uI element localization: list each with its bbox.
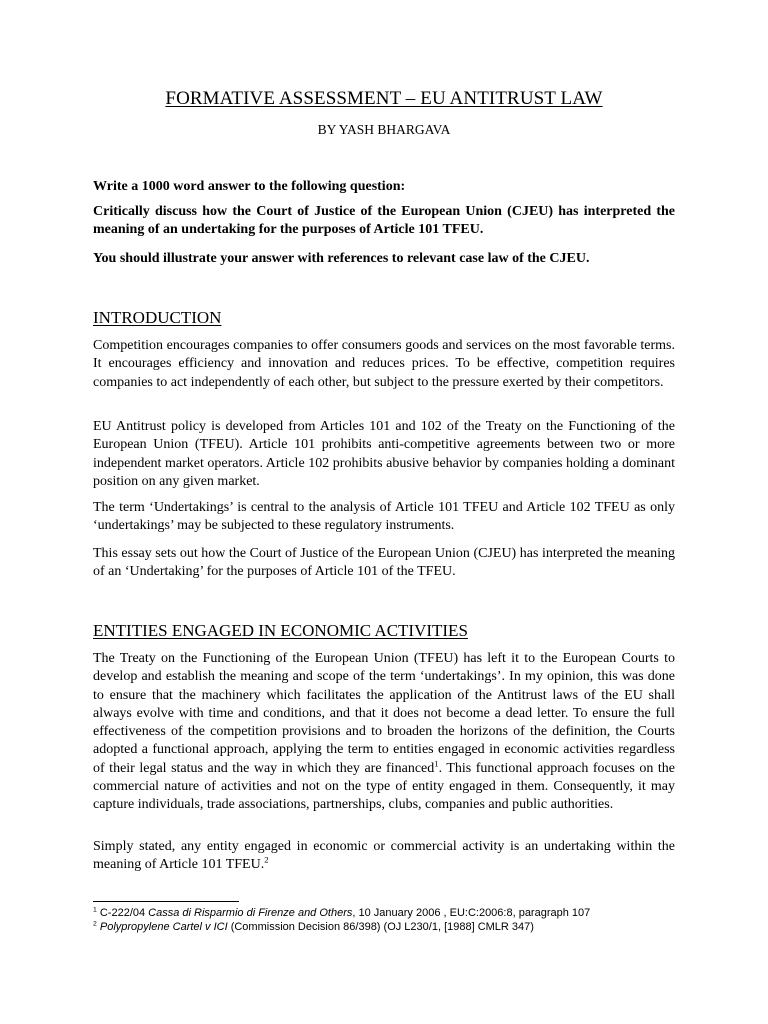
author-byline: BY YASH BHARGAVA <box>317 122 451 137</box>
footnote-2-citation: (Commission Decision 86/398) (OJ L230/1, [1988] CMLR 347) <box>227 921 534 933</box>
entities-paragraph-1-text-a: The Treaty on the Functioning of the European Union (TFEU) has left it to the European Courts to develop and establish the meaning and scope of the term ‘undertakings’. In my opinion, this was done to ensure that the machinery which facilitates the application of the Antitrust laws of the EU shall always evolve with time and conditions, and that it does not become a dead letter. To ensure the full effectiveness of the competition provisions and to broaden the horizons of the definition, the Courts adopted a functional approach, applying the term to entities engaged in economic activities regardless of their legal status and the way in which they are financed <box>93 651 675 776</box>
question-prompt: Critically discuss how the Court of Justice of the European Union (CJEU) has interpreted the meaning of an undertaking for the purposes of Article 101 TFEU. <box>93 204 675 238</box>
footnote-2 <box>93 920 693 934</box>
intro-paragraph-1: Competition encourages companies to offer consumers goods and services on the most favorable terms. It encourages efficiency and innovation and reduces prices. To be effective, competition requires companies to act independently of each other, but subject to the pressure exerted by their competitors. <box>93 338 675 390</box>
intro-paragraph-3: The term ‘Undertakings’ is central to the analysis of Article 101 TFEU and Article 102 TFEU as only ‘undertakings’ may be subjected to these regulatory instruments. <box>93 500 675 534</box>
entities-paragraph-2 <box>93 838 675 875</box>
question-guidance: You should illustrate your answer with references to relevant case law of the CJEU. <box>93 251 590 266</box>
footnote-1 <box>93 906 693 920</box>
footnote-ref-2[interactable]: 2 <box>264 854 269 865</box>
footnote-separator <box>93 901 239 902</box>
document-title: FORMATIVE ASSESSMENT – EU ANTITRUST LAW <box>165 88 603 109</box>
entities-paragraph-1 <box>93 650 675 815</box>
footnote-2-case-name: Polypropylene Cartel v ICI <box>99 921 228 933</box>
footnote-1-case-name: Cassa di Risparmio di Firenze and Others <box>148 907 353 919</box>
footnote-1-citation: , 10 January 2006 , EU:C:2006:8, paragraph 107 <box>352 907 591 919</box>
section-heading-introduction: INTRODUCTION <box>93 308 222 327</box>
footnote-2-number: 2 <box>93 920 97 928</box>
footnote-1-prefix: C-222/04 <box>96 907 149 919</box>
entities-paragraph-1-text-b: . This functional approach focuses on the commercial nature of activities and not on the type of entity engaged in them. Consequently, it may capture individuals, trade associations, partnerships, clubs, companies and public authorities. <box>93 760 675 813</box>
footnote-1-number: 1 <box>93 906 97 914</box>
intro-paragraph-4: This essay sets out how the Court of Justice of the European Union (CJEU) has interpreted the meaning of an ‘Undertaking’ for the purposes of Article 101 of the TFEU. <box>93 546 675 580</box>
section-heading-entities: ENTITIES ENGAGED IN ECONOMIC ACTIVITIES <box>93 621 468 640</box>
intro-paragraph-2: EU Antitrust policy is developed from Articles 101 and 102 of the Treaty on the Functioning of the European Union (TFEU). Article 101 prohibits anti-competitive agreements between two or more independent market operators. Article 102 prohibits abusive behavior by companies holding a dominant position on any given market. <box>93 419 675 489</box>
footnote-ref-1[interactable]: 1 <box>434 758 439 769</box>
question-instruction: Write a 1000 word answer to the following question: <box>93 179 406 194</box>
entities-paragraph-2-text: Simply stated, any entity engaged in economic or commercial activity is an undertaking within the meaning of Article 101 TFEU. <box>93 839 675 873</box>
